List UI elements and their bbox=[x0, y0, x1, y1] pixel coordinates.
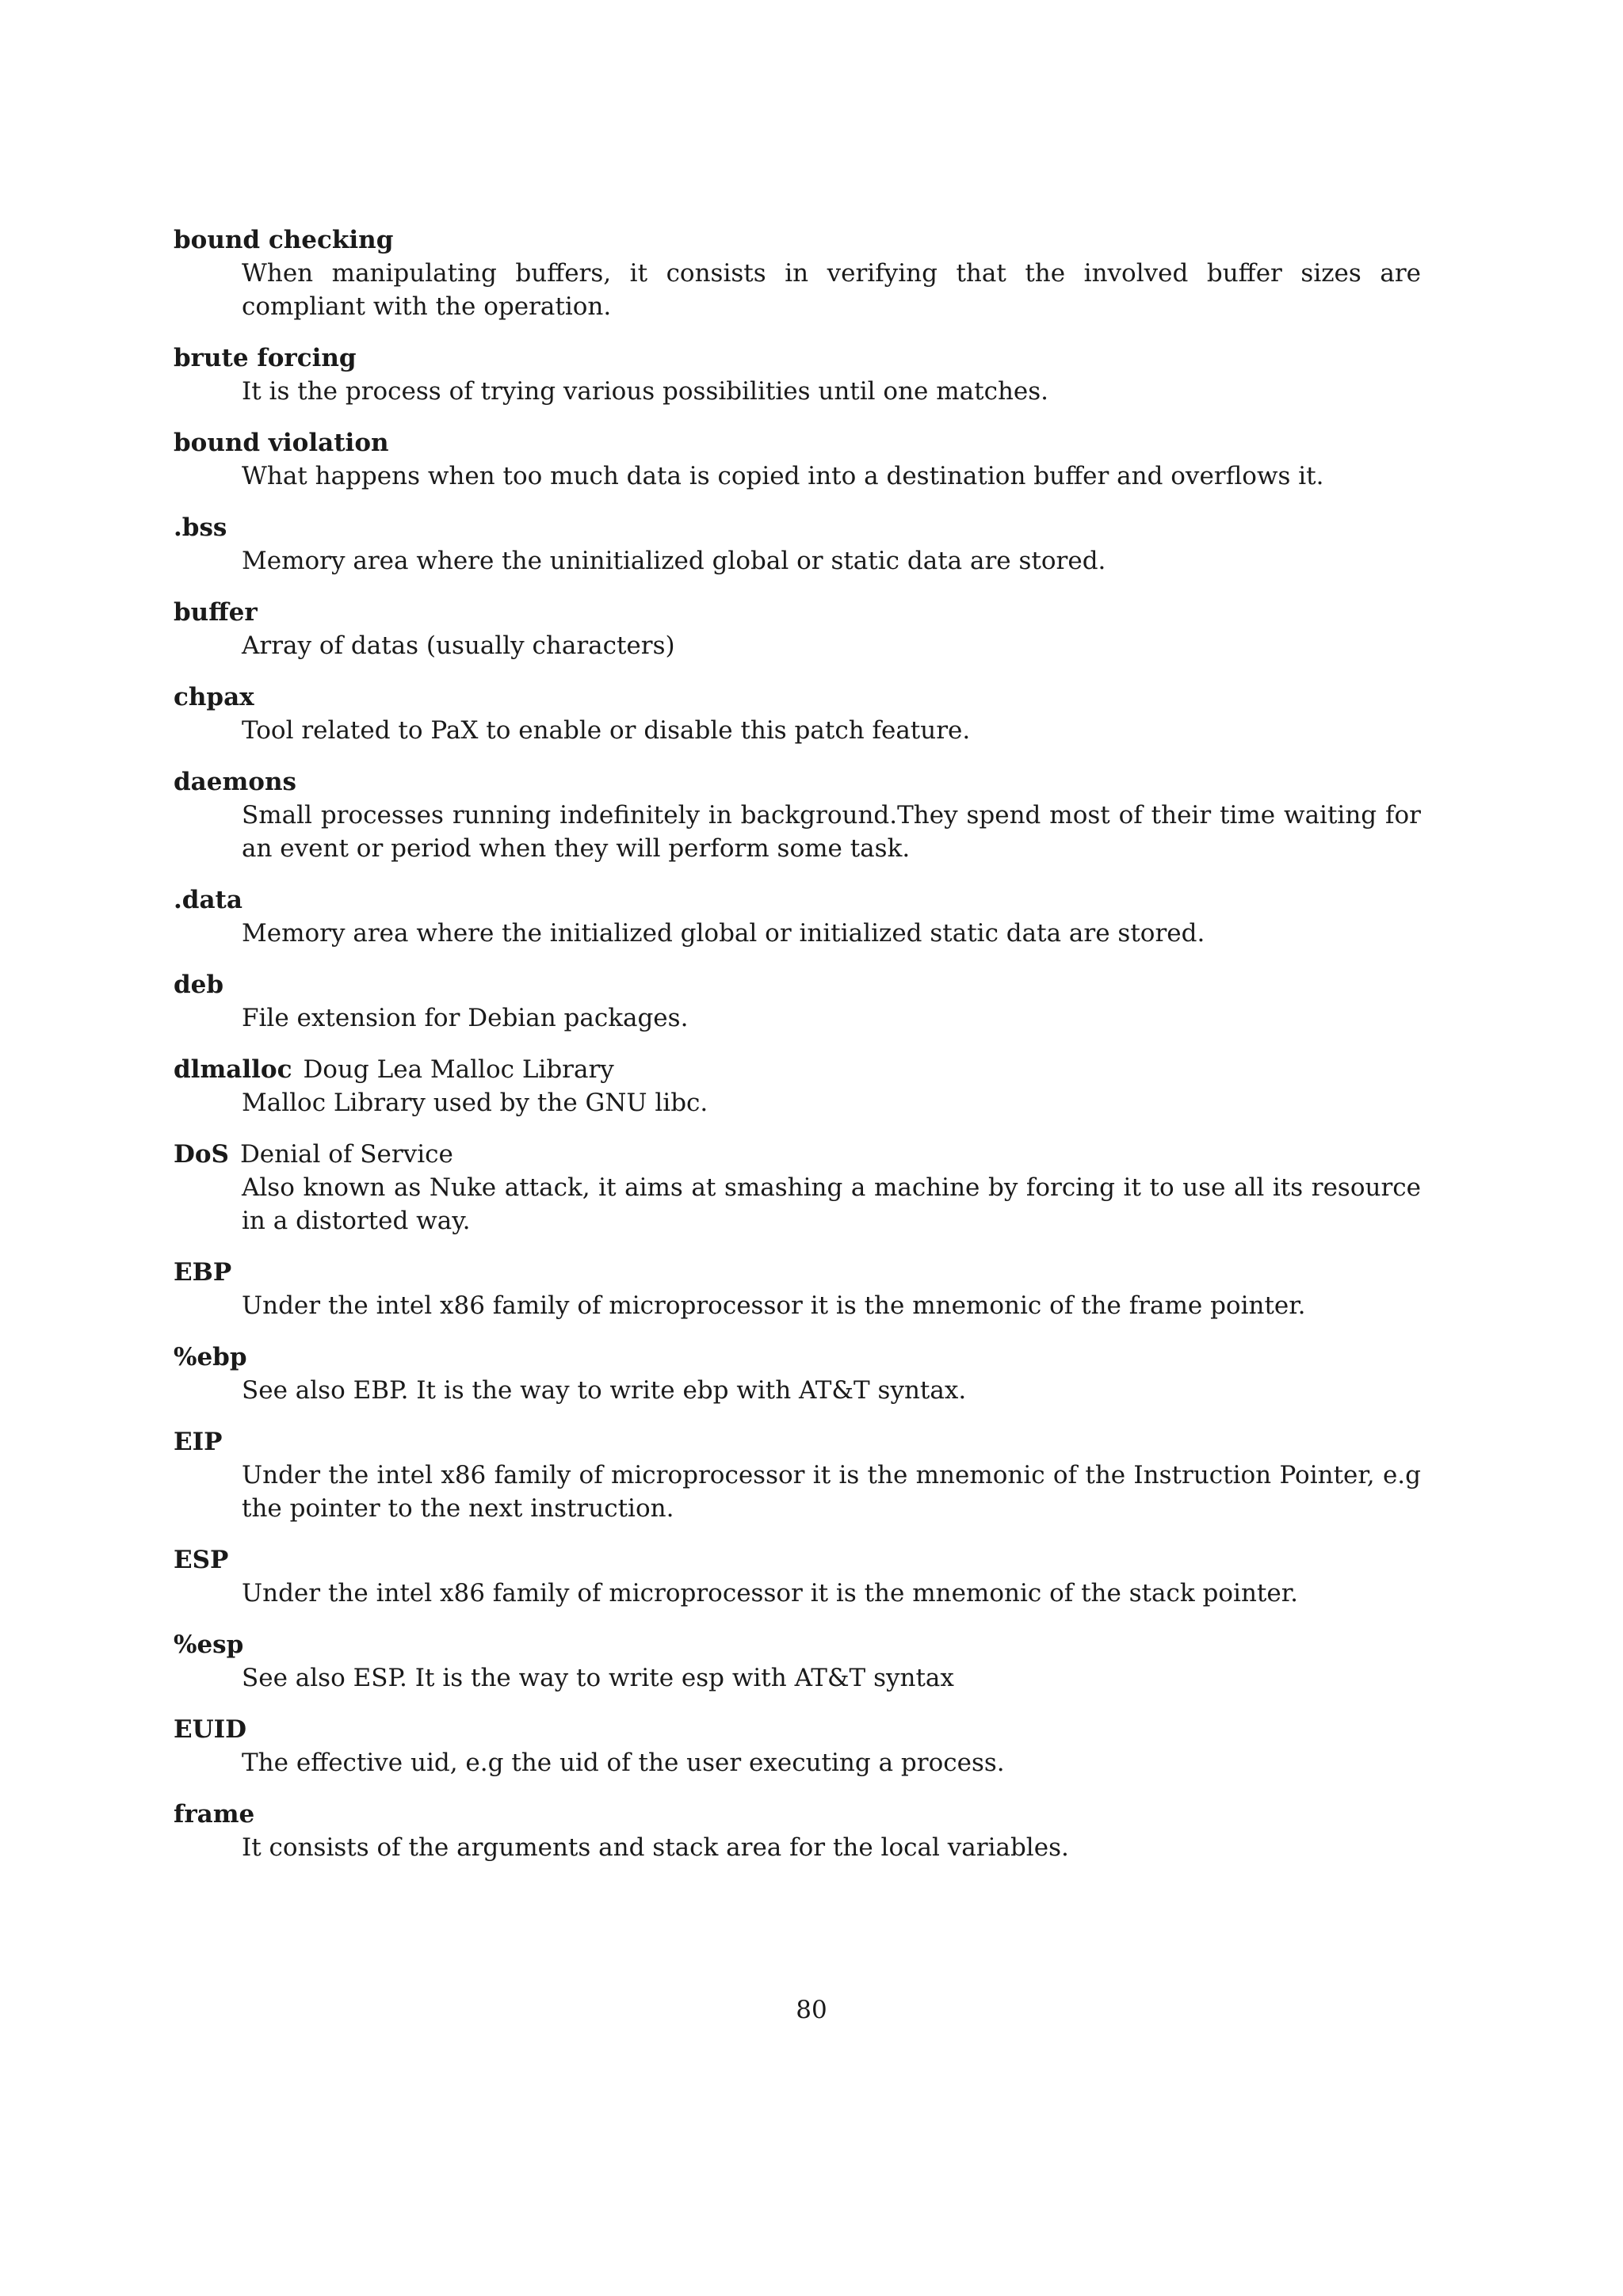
glossary-definition: Under the intel x86 family of microprocessor it is the mnemonic of the Instruction Pointer, e.g the pointer to the next instruction. bbox=[242, 1461, 1421, 1523]
glossary-definition: The effective uid, e.g the uid of the user executing a process. bbox=[242, 1749, 1005, 1777]
glossary-definition: Under the intel x86 family of microprocessor it is the mnemonic of the frame pointer. bbox=[242, 1291, 1306, 1320]
glossary-entry bbox=[174, 341, 1421, 408]
glossary-entry bbox=[174, 426, 1421, 493]
glossary-entry bbox=[174, 1053, 1421, 1119]
term-expansion: Doug Lea Malloc Library bbox=[303, 1055, 614, 1084]
glossary-definition: Array of datas (usually characters) bbox=[242, 631, 675, 660]
term-line bbox=[174, 883, 1421, 917]
term-expansion: Denial of Service bbox=[239, 1140, 453, 1169]
glossary-entry bbox=[174, 596, 1421, 662]
term-line bbox=[174, 1628, 1421, 1661]
glossary-entry bbox=[174, 883, 1421, 950]
glossary-term: bound violation bbox=[174, 429, 389, 457]
glossary-entry bbox=[174, 1543, 1421, 1610]
glossary-entry bbox=[174, 1628, 1421, 1695]
glossary-definition: Also known as Nuke attack, it aims at smashing a machine by forcing it to use all its resource in a distorted way. bbox=[242, 1173, 1421, 1235]
glossary-definition: Memory area where the initialized global or initialized static data are stored. bbox=[242, 919, 1205, 948]
glossary-definition: It consists of the arguments and stack area for the local variables. bbox=[242, 1833, 1069, 1862]
glossary-entry bbox=[174, 765, 1421, 865]
glossary-entry bbox=[174, 1425, 1421, 1525]
term-line bbox=[174, 1713, 1421, 1746]
term-line bbox=[174, 426, 1421, 460]
glossary-term: EUID bbox=[174, 1715, 247, 1744]
glossary-list bbox=[174, 223, 1421, 1882]
glossary-definition: When manipulating buffers, it consists in verifying that the involved buffer sizes are compliant with the operation. bbox=[242, 259, 1421, 321]
glossary-term: EIP bbox=[174, 1428, 223, 1456]
term-line bbox=[174, 1138, 1421, 1171]
term-line bbox=[174, 1256, 1421, 1289]
term-line bbox=[174, 968, 1421, 1001]
term-line bbox=[174, 341, 1421, 375]
glossary-definition: File extension for Debian packages. bbox=[242, 1004, 689, 1032]
glossary-term: brute forcing bbox=[174, 344, 357, 372]
glossary-term: .bss bbox=[174, 513, 227, 542]
glossary-definition: What happens when too much data is copied into a destination buffer and overflows it. bbox=[242, 462, 1324, 490]
glossary-definition: Under the intel x86 family of microprocessor it is the mnemonic of the stack pointer. bbox=[242, 1579, 1298, 1608]
term-line bbox=[174, 511, 1421, 544]
term-line bbox=[174, 1425, 1421, 1459]
glossary-entry bbox=[174, 968, 1421, 1035]
glossary-definition: See also EBP. It is the way to write ebp with AT&T syntax. bbox=[242, 1376, 967, 1405]
term-line bbox=[174, 765, 1421, 799]
glossary-entry bbox=[174, 511, 1421, 578]
glossary-entry bbox=[174, 1341, 1421, 1407]
glossary-definition: See also ESP. It is the way to write esp with AT&T syntax bbox=[242, 1664, 954, 1692]
glossary-term: buffer bbox=[174, 598, 258, 627]
term-line bbox=[174, 596, 1421, 629]
glossary-definition: Malloc Library used by the GNU libc. bbox=[242, 1089, 708, 1117]
glossary-definition: Small processes running indefinitely in background.They spend most of their time waiting for an event or period when they will perform some task. bbox=[242, 801, 1421, 863]
glossary-definition: It is the process of trying various possibilities until one matches. bbox=[242, 377, 1049, 406]
glossary-term: deb bbox=[174, 971, 224, 999]
term-line bbox=[174, 1053, 1421, 1086]
glossary-term: dlmalloc bbox=[174, 1055, 292, 1084]
glossary-definition: Memory area where the uninitialized global or static data are stored. bbox=[242, 547, 1106, 575]
glossary-term: ESP bbox=[174, 1546, 229, 1574]
glossary-definition: Tool related to PaX to enable or disable this patch feature. bbox=[242, 716, 971, 745]
term-line bbox=[174, 1341, 1421, 1374]
glossary-term: EBP bbox=[174, 1258, 232, 1287]
glossary-entry bbox=[174, 1138, 1421, 1238]
glossary-entry bbox=[174, 1713, 1421, 1779]
glossary-term: .data bbox=[174, 886, 242, 914]
glossary-entry bbox=[174, 223, 1421, 323]
glossary-term: %ebp bbox=[174, 1343, 247, 1371]
term-line bbox=[174, 681, 1421, 714]
glossary-entry bbox=[174, 681, 1421, 747]
glossary-term: bound checking bbox=[174, 226, 394, 254]
term-line bbox=[174, 223, 1421, 257]
glossary-term: frame bbox=[174, 1800, 255, 1829]
glossary-entry bbox=[174, 1256, 1421, 1322]
glossary-term: %esp bbox=[174, 1630, 244, 1659]
glossary-term: DoS bbox=[174, 1140, 229, 1169]
page-number: 80 bbox=[796, 1996, 827, 2024]
term-line bbox=[174, 1798, 1421, 1831]
term-line bbox=[174, 1543, 1421, 1577]
glossary-entry bbox=[174, 1798, 1421, 1864]
glossary-term: daemons bbox=[174, 768, 296, 796]
glossary-term: chpax bbox=[174, 683, 254, 711]
